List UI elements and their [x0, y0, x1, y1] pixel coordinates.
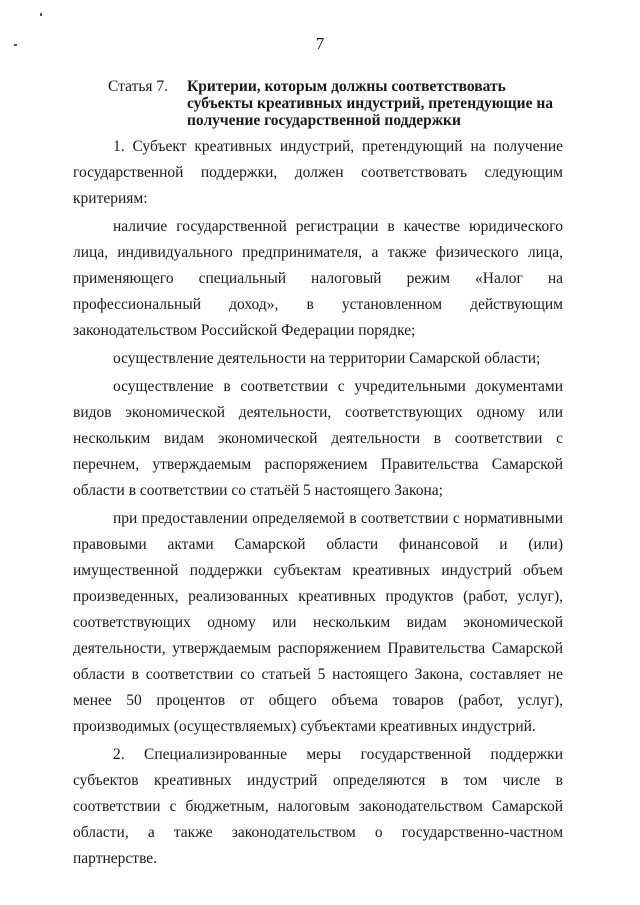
article-title: Критерии, которым должны соответствовать субъекты креативных индустрий, претендующие на получение государственной поддержки [187, 78, 554, 129]
scan-speck [40, 13, 42, 16]
paragraph: наличие государственной регистрации в качестве юридического лица, индивидуального предпринимателя, а также физического лица, применяющего специальный налоговый режим «Налог на профессиональный доход», в установленном действующим законодательством Российской Федерации порядке; [73, 218, 563, 339]
page-number: 7 [315, 34, 325, 53]
paragraph: 2. Специализированные меры государственной поддержки субъектов креативных индустрий определяются в том числе в соответствии с бюджетным, налоговым законодательством Самарской области, а также законодательством о государственно-частном партнерстве. [73, 746, 563, 867]
paragraph: осуществление в соответствии с учредительными документами видов экономической деятельности, соответствующих одному или нескольким видам экономической деятельности в соответствии с перечнем, утверждаемым распоряжением Правительства Самарской области в соответствии со статьёй 5 настоящего Закона; [73, 378, 563, 499]
article-body [73, 134, 563, 872]
paragraph: 1. Субъект креативных индустрий, претендующий на получение государственной поддержки, должен соответствовать следующим критериям: [73, 138, 563, 207]
article-label: Статья 7. [108, 78, 169, 95]
paragraph: при предоставлении определяемой в соответствии с нормативными правовыми актами Самарской области финансовой и (или) имущественной поддержки субъектам креативных индустрий объем произведенных, реализованных креативных продуктов (работ, услуг), соответствующих одному или нескольким видам экономической деятельности, утверждаемым распоряжением Правительства Самарской области в соответствии со статьей 5 настоящего Закона, составляет не менее 50 процентов от общего объема товаров (работ, услуг), производимых (осуществляемых) субъектами креативных индустрий. [73, 510, 563, 735]
paragraph: осуществление деятельности на территории Самарской области; [113, 350, 541, 367]
